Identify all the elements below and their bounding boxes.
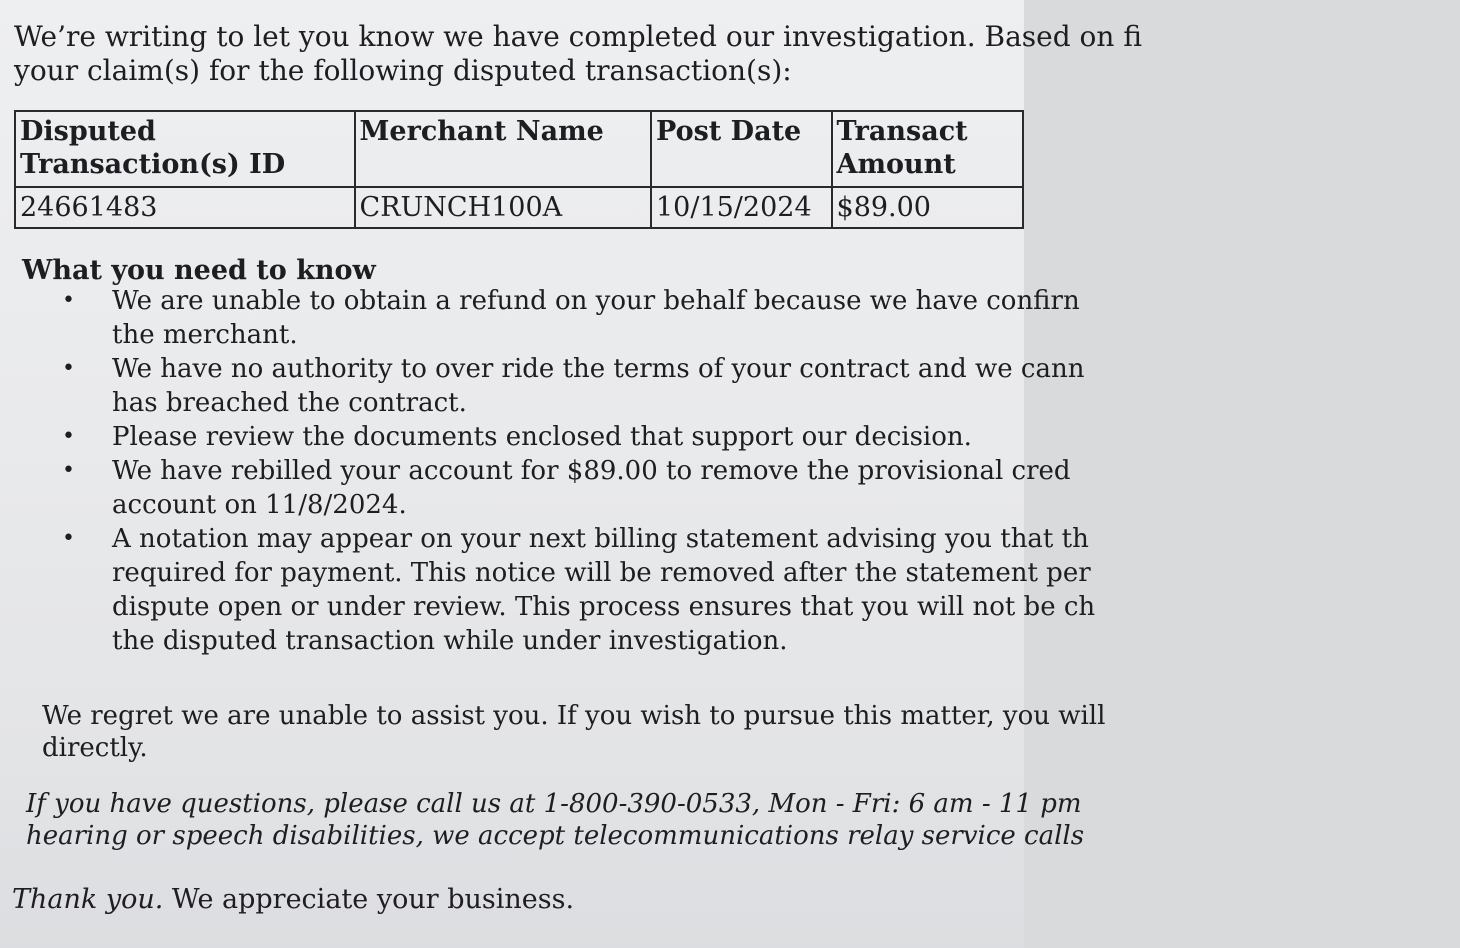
closing-thank-you: Thank you.: [12, 884, 164, 915]
table-row: [15, 187, 1023, 228]
bullet-icon: •: [62, 424, 75, 449]
intro-paragraph: [14, 20, 1414, 88]
regret-paragraph: [42, 700, 1105, 764]
closing-line: [12, 884, 574, 915]
list-item-line: Please review the documents enclosed that support our decision.: [112, 422, 972, 452]
list-item-line: dispute open or under review. This process ensures that you will not be ch: [112, 592, 1096, 622]
disputed-transactions-table: [14, 110, 1024, 229]
list-item-line: the disputed transaction while under investigation.: [112, 626, 788, 656]
intro-line-2: your claim(s) for the following disputed transaction(s):: [14, 54, 792, 87]
regret-line-2: directly.: [42, 733, 148, 763]
questions-paragraph: [26, 788, 1084, 852]
header-post-date: Post Date: [651, 111, 832, 187]
intro-line-1: We’re writing to let you know we have completed our investigation. Based on fi: [14, 20, 1142, 53]
cell-transaction-id: 24661483: [15, 187, 355, 228]
list-item-line: required for payment. This notice will be removed after the statement per: [112, 558, 1091, 588]
list-item-line: We are unable to obtain a refund on your behalf because we have confirn: [112, 286, 1080, 316]
list-item-line: account on 11/8/2024.: [112, 490, 407, 520]
header-transaction-amount: Transact Amount: [832, 111, 1023, 187]
section-title-what-you-need-to-know: What you need to know: [22, 255, 376, 286]
list-item-line: A notation may appear on your next billing statement advising you that th: [112, 524, 1089, 554]
header-transaction-id: Disputed Transaction(s) ID: [15, 111, 355, 187]
regret-line-1: We regret we are unable to assist you. If you wish to pursue this matter, you will: [42, 701, 1106, 731]
need-to-know-list: [60, 284, 1460, 658]
bullet-icon: •: [62, 458, 75, 483]
list-item: [60, 284, 1460, 352]
bullet-icon: •: [62, 356, 75, 381]
cell-amount: $89.00: [832, 187, 1023, 228]
questions-line-1: If you have questions, please call us at 1-800-390-0533, Mon - Fri: 6 am - 11 pm: [26, 789, 1082, 819]
list-item: [60, 522, 1460, 658]
list-item-line: has breached the contract.: [112, 388, 467, 418]
list-item: [60, 352, 1460, 420]
list-item: [60, 420, 1460, 454]
cell-merchant-name: CRUNCH100A: [355, 187, 651, 228]
questions-line-2: hearing or speech disabilities, we accept telecommunications relay service calls: [26, 821, 1085, 851]
cell-post-date: 10/15/2024: [651, 187, 832, 228]
header-merchant-name: Merchant Name: [355, 111, 651, 187]
bullet-icon: •: [62, 526, 75, 551]
closing-appreciation: We appreciate your business.: [163, 884, 575, 915]
table-header-row: [15, 111, 1023, 187]
list-item-line: the merchant.: [112, 320, 298, 350]
list-item-line: We have rebilled your account for $89.00 to remove the provisional cred: [112, 456, 1071, 486]
list-item: [60, 454, 1460, 522]
bullet-icon: •: [62, 288, 75, 313]
list-item-line: We have no authority to over ride the terms of your contract and we cann: [112, 354, 1085, 384]
